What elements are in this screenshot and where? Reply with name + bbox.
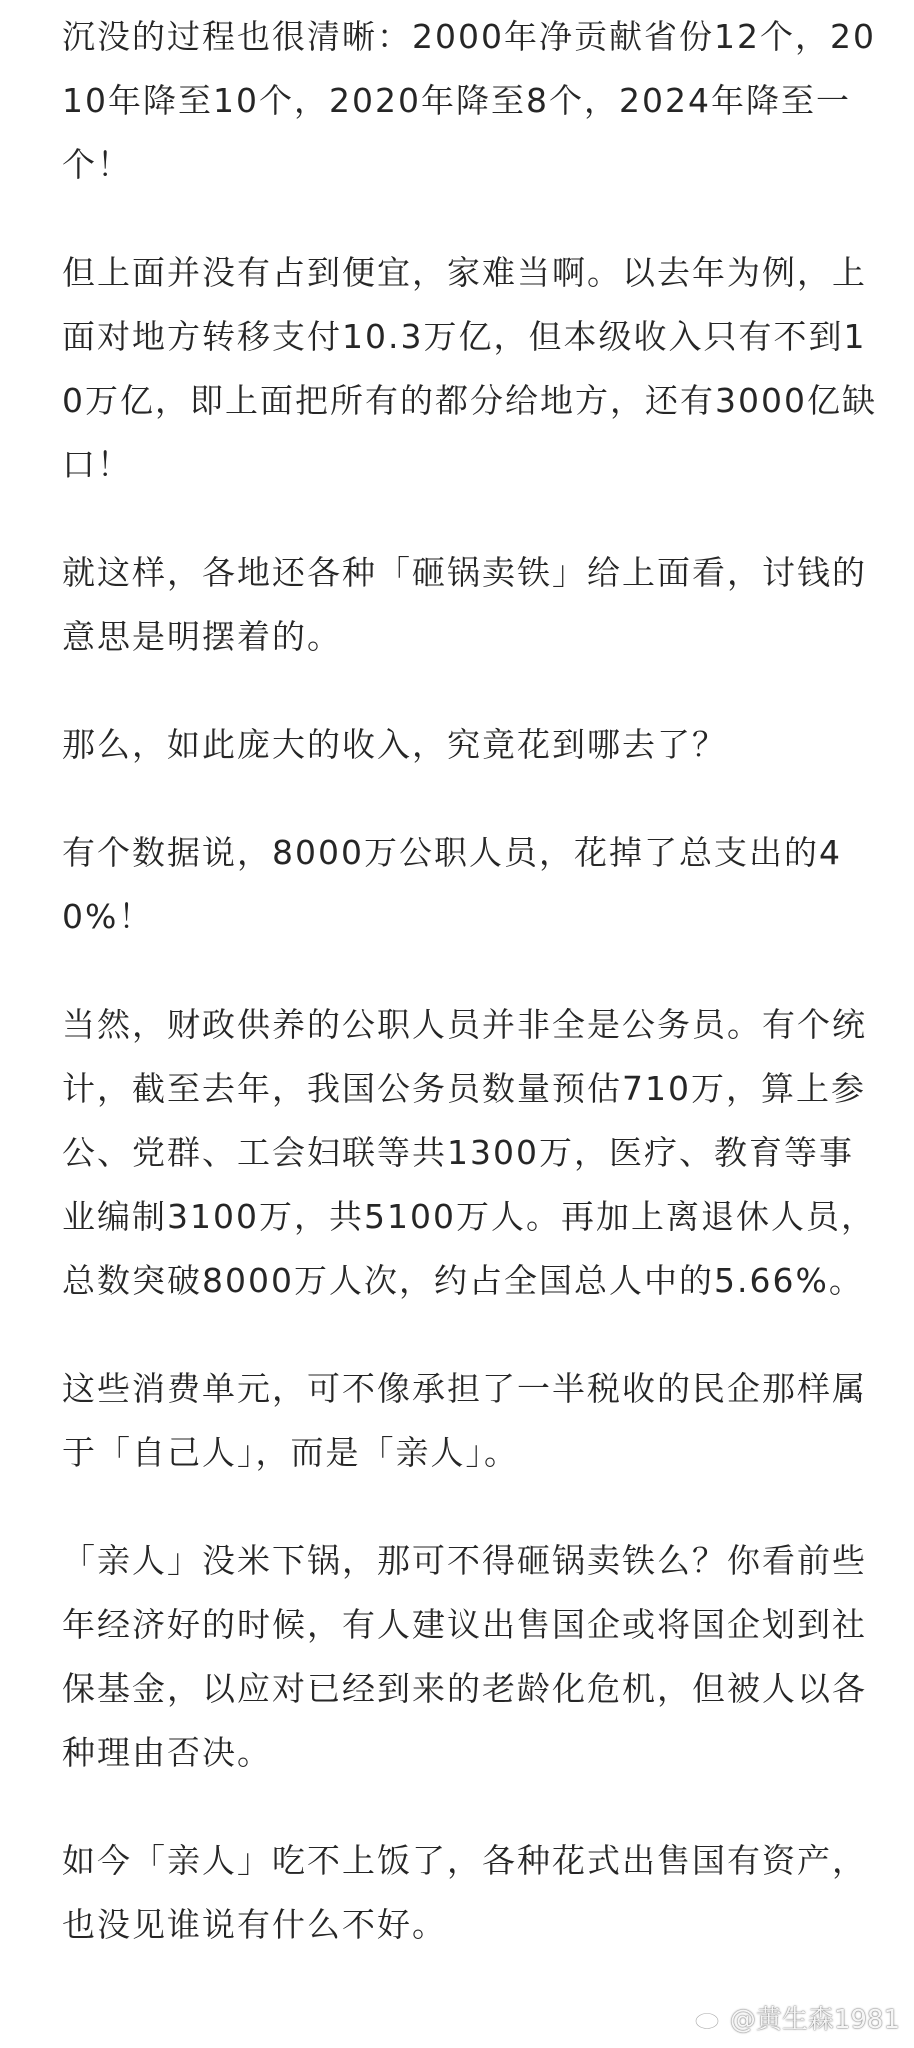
paragraph-4: 那么，如此庞大的收入，究竟花到哪去了？	[62, 725, 727, 764]
paragraph-3: 就这样，各地还各种「砸锅卖铁」给上面看，讨钱的意思是明摆着的。	[62, 553, 867, 656]
paragraph-9: 如今「亲人」吃不上饭了，各种花式出售国有资产，也没见谁说有什么不好。	[62, 1841, 867, 1944]
highlighted-text: 当然，财政供养的公职人员并非全是公务员。有个统计，截至去年，我国公务员数量预估710万，算上参公、党群、工会妇联等共1300万，医疗、教育等事业编制3100万，共5100万人。再加上离退休人员，总数突破8000万人次，约占全国总人中的5.66%。	[62, 1005, 876, 1300]
paragraph-2: 但上面并没有占到便宜，家难当啊。以去年为例，上面对地方转移支付10.3万亿，但本级收入只有不到10万亿，即上面把所有的都分给地方，还有3000亿缺口！	[62, 253, 877, 484]
article-body	[62, 0, 882, 1957]
watermark-text: @黄生森1981	[729, 2005, 900, 2035]
weibo-logo-icon	[694, 2006, 724, 2030]
paragraph-5: 有个数据说，8000万公职人员，花掉了总支出的40%！	[62, 833, 842, 936]
paragraph-8: 「亲人」没米下锅，那可不得砸锅卖铁么？你看前些年经济好的时候，有人建议出售国企或将国企划到社保基金，以应对已经到来的老龄化危机，但被人以各种理由否决。	[62, 1541, 867, 1772]
watermark	[694, 1999, 900, 2036]
paragraph-6-highlighted	[62, 993, 882, 1313]
paragraph-7: 这些消费单元，可不像承担了一半税收的民企那样属于「自己人」，而是「亲人」。	[62, 1369, 867, 1472]
paragraph-1: 沉没的过程也很清晰：2000年净贡献省份12个，2010年降至10个，2020年降至8个，2024年降至一个！	[62, 17, 876, 184]
